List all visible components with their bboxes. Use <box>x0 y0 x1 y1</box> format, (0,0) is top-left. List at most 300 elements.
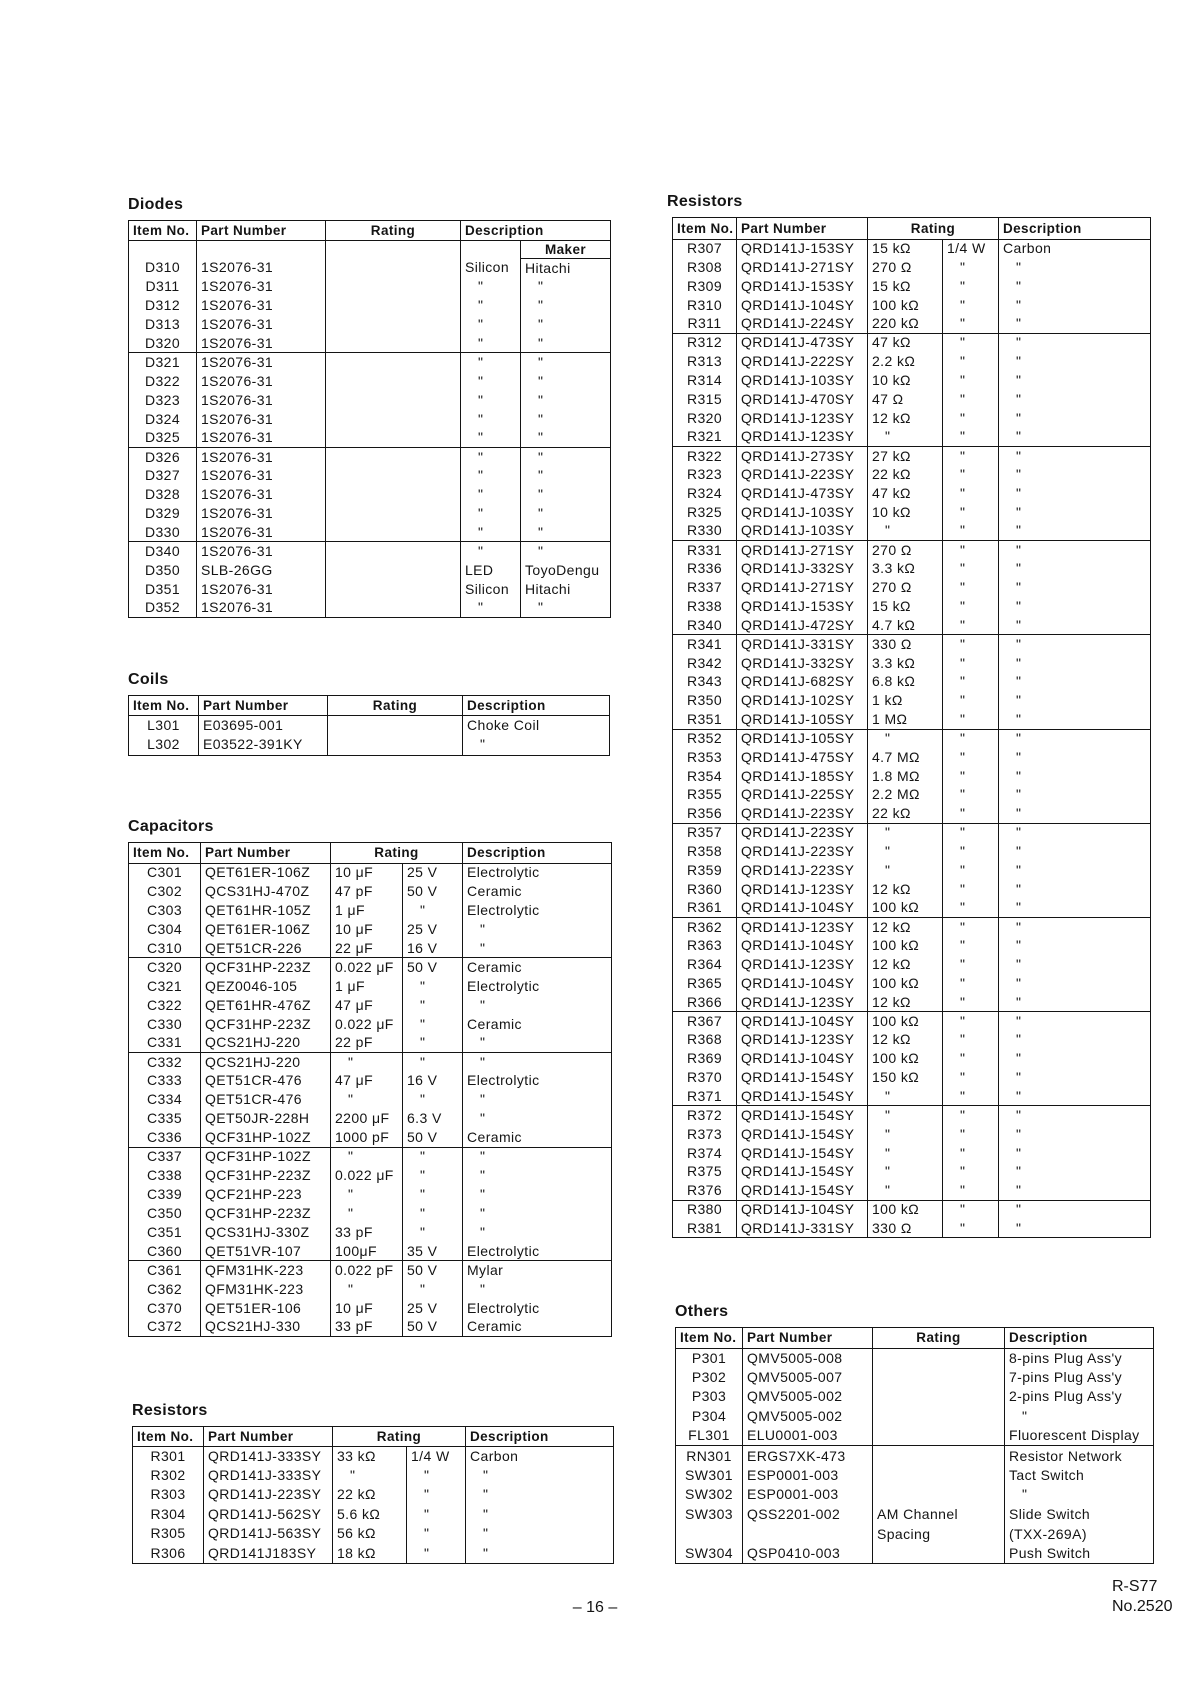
rating-cell <box>326 353 461 372</box>
item-no-cell: L301 <box>129 715 199 735</box>
item-no-cell: R331 <box>673 541 737 560</box>
rating-wattage-cell: " <box>943 541 999 560</box>
rating-wattage-cell: " <box>943 1087 999 1106</box>
rating-value-cell: 33 kΩ <box>333 1446 407 1466</box>
table-row <box>673 314 1151 333</box>
rating-voltage-cell: 50 V <box>403 1128 463 1147</box>
table-row <box>673 559 1151 578</box>
rating-voltage-cell: " <box>403 901 463 920</box>
rating-value-cell: 2200 μF <box>331 1109 403 1128</box>
description-header: Description <box>466 1427 614 1447</box>
rating-cell <box>326 485 461 504</box>
description-cell: " <box>466 1485 614 1505</box>
description-cell: " <box>999 804 1151 823</box>
resistors-left-section <box>132 1400 614 1564</box>
item-no-cell <box>676 1524 743 1544</box>
row-group <box>129 863 612 958</box>
rating-value-cell: 47 pF <box>331 882 403 901</box>
rating-value-cell: 100 kΩ <box>868 296 943 315</box>
rating-cell <box>873 1485 1005 1505</box>
part-number-cell: QCS21HJ-220 <box>201 1034 331 1053</box>
part-number-cell: QRD141J-104SY <box>737 974 868 993</box>
part-number-cell: QCS21HJ-220 <box>201 1052 331 1071</box>
part-number-cell: QRD141J-473SY <box>737 484 868 503</box>
table-row <box>129 429 611 448</box>
part-number-cell: 1S2076-31 <box>197 259 326 278</box>
part-number-cell: ESP0001-003 <box>743 1485 873 1505</box>
table-row <box>673 578 1151 597</box>
description-cell: " <box>461 485 521 504</box>
rating-cell <box>326 334 461 353</box>
part-number-cell: QRD141J-103SY <box>737 503 868 522</box>
item-no-cell: R372 <box>673 1106 737 1125</box>
rating-cell <box>873 1466 1005 1486</box>
table-row <box>129 1071 612 1090</box>
rating-cell: AM Channel <box>873 1505 1005 1525</box>
table-row <box>673 1087 1151 1106</box>
table-row <box>129 580 611 599</box>
description-cell: " <box>463 1280 612 1299</box>
description-cell: " <box>999 1031 1151 1050</box>
part-number-cell: QET51CR-476 <box>201 1090 331 1109</box>
part-number-cell: QRD141J-223SY <box>737 861 868 880</box>
table-row <box>133 1466 614 1486</box>
part-number-cell: QRD141J-153SY <box>737 239 868 258</box>
table-row <box>129 523 611 542</box>
part-number-cell: QFM31HK-223 <box>201 1280 331 1299</box>
item-no-cell: R338 <box>673 597 737 616</box>
item-no-cell: R306 <box>133 1544 204 1564</box>
item-no-cell: R369 <box>673 1049 737 1068</box>
row-group <box>673 1012 1151 1106</box>
description-cell: " <box>463 1185 612 1204</box>
row-group <box>673 635 1151 729</box>
table-row <box>129 277 611 296</box>
maker-cell: " <box>521 296 611 315</box>
rating-value-cell: 12 kΩ <box>868 917 943 936</box>
description-cell: Mylar <box>463 1261 612 1280</box>
part-number-cell: QRD141J-153SY <box>737 597 868 616</box>
rating-value-cell: 10 μF <box>331 863 403 882</box>
item-no-cell: R360 <box>673 880 737 899</box>
item-no-cell: C333 <box>129 1071 201 1090</box>
item-no-cell: R350 <box>673 691 737 710</box>
rating-cell <box>328 715 463 735</box>
table-row <box>129 1052 612 1071</box>
description-cell: Silicon <box>461 580 521 599</box>
rating-value-cell: 47 kΩ <box>868 484 943 503</box>
item-no-cell: R313 <box>673 352 737 371</box>
rating-wattage-cell: " <box>407 1466 466 1486</box>
table-row <box>673 1162 1151 1181</box>
rating-cell <box>873 1544 1005 1564</box>
table-row <box>673 917 1151 936</box>
rating-voltage-cell: 25 V <box>403 920 463 939</box>
description-cell: " <box>463 1034 612 1053</box>
rating-value-cell: " <box>868 1106 943 1125</box>
table-row <box>129 372 611 391</box>
part-number-cell: 1S2076-31 <box>197 542 326 561</box>
table-row <box>673 1200 1151 1219</box>
rating-voltage-cell: " <box>403 1034 463 1053</box>
description-cell: " <box>999 371 1151 390</box>
rating-value-cell: 12 kΩ <box>868 880 943 899</box>
rating-value-cell: 330 Ω <box>868 1219 943 1238</box>
table-row <box>673 409 1151 428</box>
rating-value-cell: " <box>868 842 943 861</box>
description-cell: " <box>461 372 521 391</box>
table-row <box>129 1109 612 1128</box>
part-number-cell: E03522-391KY <box>199 735 328 755</box>
rating-value-cell: 12 kΩ <box>868 1031 943 1050</box>
rating-value-cell: 12 kΩ <box>868 409 943 428</box>
row-group <box>129 447 611 541</box>
description-cell: Electrolytic <box>463 1242 612 1261</box>
table-row <box>129 1034 612 1053</box>
table-row <box>129 1261 612 1280</box>
description-cell: " <box>999 1144 1151 1163</box>
rating-value-cell: 330 Ω <box>868 635 943 654</box>
item-no-cell: C334 <box>129 1090 201 1109</box>
rating-value-cell: 3.3 kΩ <box>868 654 943 673</box>
item-no-cell: R315 <box>673 390 737 409</box>
rating-wattage-cell: " <box>943 1068 999 1087</box>
item-no-cell: P304 <box>676 1407 743 1427</box>
part-number-cell: QRD141J-104SY <box>737 899 868 918</box>
part-number-cell: QCF31HP-223Z <box>201 1204 331 1223</box>
rating-value-cell: 270 Ω <box>868 258 943 277</box>
item-no-header: Item No. <box>129 696 199 716</box>
rating-cell <box>873 1387 1005 1407</box>
row-group <box>673 917 1151 1011</box>
part-number-cell: QCF31HP-223Z <box>201 958 331 977</box>
item-no-cell: R376 <box>673 1181 737 1200</box>
table-row <box>133 1485 614 1505</box>
table-row <box>673 729 1151 748</box>
header-row <box>129 843 612 864</box>
table-row <box>129 1147 612 1166</box>
description-cell: " <box>999 484 1151 503</box>
part-number-cell: QRD141J-123SY <box>737 917 868 936</box>
description-header: Description <box>463 843 612 864</box>
rating-cell <box>326 447 461 466</box>
part-number-cell: ERGS7XK-473 <box>743 1446 873 1466</box>
rating-cell <box>326 561 461 580</box>
item-no-cell: C331 <box>129 1034 201 1053</box>
description-header: Description <box>999 218 1151 240</box>
rating-header: Rating <box>331 843 463 864</box>
table-row <box>673 239 1151 258</box>
part-number-cell: 1S2076-31 <box>197 504 326 523</box>
description-cell: " <box>999 1125 1151 1144</box>
table-row <box>673 1181 1151 1200</box>
resistors-left-table <box>132 1426 614 1564</box>
description-cell: " <box>461 353 521 372</box>
description-cell: " <box>999 616 1151 635</box>
description-cell: " <box>999 654 1151 673</box>
maker-cell: " <box>521 429 611 448</box>
part-number-cell: QRD141J-104SY <box>737 1012 868 1031</box>
item-no-cell: R364 <box>673 955 737 974</box>
description-cell: " <box>466 1466 614 1486</box>
item-no-cell: R314 <box>673 371 737 390</box>
item-no-cell: C335 <box>129 1109 201 1128</box>
table-row <box>676 1485 1154 1505</box>
description-cell: Ceramic <box>463 1318 612 1337</box>
description-cell: " <box>999 767 1151 786</box>
description-cell: " <box>461 429 521 448</box>
description-cell: " <box>999 729 1151 748</box>
table-row <box>673 616 1151 635</box>
rating-value-cell: 47 μF <box>331 1071 403 1090</box>
rating-value-cell: " <box>868 522 943 541</box>
description-cell: " <box>999 955 1151 974</box>
rating-voltage-cell: " <box>403 1280 463 1299</box>
part-number-cell: QET51CR-226 <box>201 939 331 958</box>
table-row <box>129 504 611 523</box>
maker-cell: " <box>521 466 611 485</box>
item-no-cell: R361 <box>673 899 737 918</box>
description-cell: Carbon <box>999 239 1151 258</box>
part-number-cell: QRD141J-473SY <box>737 333 868 352</box>
table-row <box>673 1049 1151 1068</box>
rating-wattage-cell: " <box>943 352 999 371</box>
rating-wattage-cell: " <box>943 1012 999 1031</box>
rating-voltage-cell: 50 V <box>403 958 463 977</box>
rating-cell <box>873 1446 1005 1466</box>
rating-value-cell: 1 MΩ <box>868 710 943 729</box>
rating-value-cell: 12 kΩ <box>868 993 943 1012</box>
maker-cell: " <box>521 599 611 618</box>
rating-header: Rating <box>873 1328 1005 1349</box>
item-no-cell: D340 <box>129 542 197 561</box>
part-number-cell: 1S2076-31 <box>197 353 326 372</box>
item-no-cell: R374 <box>673 1144 737 1163</box>
rating-voltage-cell: " <box>403 1204 463 1223</box>
others-table <box>675 1327 1154 1564</box>
description-cell: Silicon <box>461 259 521 278</box>
table-row <box>129 996 612 1015</box>
description-cell: Ceramic <box>463 882 612 901</box>
table-row <box>129 715 610 735</box>
rating-cell <box>326 315 461 334</box>
item-no-cell: SW304 <box>676 1544 743 1564</box>
part-number-cell: 1S2076-31 <box>197 580 326 599</box>
description-cell: " <box>999 880 1151 899</box>
rating-value-cell: 100 kΩ <box>868 974 943 993</box>
rating-wattage-cell: " <box>943 428 999 447</box>
part-number-cell: QCF31HP-102Z <box>201 1128 331 1147</box>
description-cell: " <box>461 315 521 334</box>
part-number-cell: QRD141J-153SY <box>737 277 868 296</box>
item-no-header: Item No. <box>129 221 197 241</box>
part-number-cell: QRD141J-104SY <box>737 1049 868 1068</box>
description-cell: " <box>999 277 1151 296</box>
maker-cell: " <box>521 391 611 410</box>
part-number-cell: QRD141J-331SY <box>737 1219 868 1238</box>
description-cell: " <box>999 936 1151 955</box>
table-row <box>129 1318 612 1337</box>
description-cell: (TXX-269A) <box>1005 1524 1154 1544</box>
row-group <box>133 1446 614 1563</box>
model-number: R-S77 <box>1112 1578 1158 1595</box>
item-no-cell: R325 <box>673 503 737 522</box>
description-cell: " <box>463 1090 612 1109</box>
description-cell: " <box>999 691 1151 710</box>
table-row <box>673 936 1151 955</box>
rating-value-cell: 15 kΩ <box>868 277 943 296</box>
item-no-cell: D327 <box>129 466 197 485</box>
rating-value-cell: 1 kΩ <box>868 691 943 710</box>
part-number-cell: 1S2076-31 <box>197 315 326 334</box>
item-no-cell: R322 <box>673 446 737 465</box>
rating-cell <box>326 372 461 391</box>
description-cell: Slide Switch <box>1005 1505 1154 1525</box>
description-cell: " <box>463 920 612 939</box>
row-group <box>129 1052 612 1147</box>
others-section <box>675 1301 1154 1564</box>
part-number-cell: QET51VR-107 <box>201 1242 331 1261</box>
part-number-cell: QRD141J-154SY <box>737 1087 868 1106</box>
rating-wattage-cell: " <box>943 503 999 522</box>
rating-wattage-cell: " <box>943 710 999 729</box>
rating-value-cell: 22 kΩ <box>868 465 943 484</box>
table-row <box>673 1068 1151 1087</box>
part-number-header: Part Number <box>199 696 328 716</box>
item-no-cell: R321 <box>673 428 737 447</box>
table-row <box>673 296 1151 315</box>
item-no-cell: C302 <box>129 882 201 901</box>
item-no-cell: R355 <box>673 786 737 805</box>
table-row <box>673 1031 1151 1050</box>
rating-wattage-cell: " <box>943 861 999 880</box>
rating-wattage-cell: " <box>943 955 999 974</box>
item-no-cell: FL301 <box>676 1426 743 1446</box>
rating-wattage-cell: " <box>943 767 999 786</box>
part-number-cell: QRD141J-105SY <box>737 729 868 748</box>
item-no-cell: C362 <box>129 1280 201 1299</box>
item-no-cell: R357 <box>673 823 737 842</box>
rating-value-cell: 0.022 μF <box>331 1166 403 1185</box>
rating-cell <box>326 466 461 485</box>
part-number-cell: QRD141J-475SY <box>737 748 868 767</box>
description-cell: Choke Coil <box>463 715 610 735</box>
part-number-cell: QRD141J183SY <box>204 1544 333 1564</box>
part-number-cell: QRD141J-154SY <box>737 1181 868 1200</box>
item-no-cell: R375 <box>673 1162 737 1181</box>
table-row <box>673 1144 1151 1163</box>
table-row <box>129 958 612 977</box>
rating-wattage-cell: " <box>943 1125 999 1144</box>
table-row <box>129 1242 612 1261</box>
table-row <box>129 542 611 561</box>
diodes-section <box>128 194 611 618</box>
item-no-cell: C321 <box>129 977 201 996</box>
rating-header: Rating <box>328 696 463 716</box>
part-number-header: Part Number <box>201 843 331 864</box>
part-number-cell: QCS31HJ-470Z <box>201 882 331 901</box>
rating-wattage-cell: " <box>407 1524 466 1544</box>
header-row <box>129 221 611 241</box>
table-row <box>133 1446 614 1466</box>
part-number-cell: 1S2076-31 <box>197 334 326 353</box>
header-row <box>129 696 610 716</box>
rating-value-cell: 1 μF <box>331 977 403 996</box>
item-no-cell: D329 <box>129 504 197 523</box>
maker-cell: ToyoDengu <box>521 561 611 580</box>
part-number-cell: QET61ER-106Z <box>201 863 331 882</box>
item-no-cell: R354 <box>673 767 737 786</box>
table-row <box>673 767 1151 786</box>
description-cell: " <box>463 1204 612 1223</box>
part-number-cell: 1S2076-31 <box>197 410 326 429</box>
description-cell: " <box>999 786 1151 805</box>
part-number-cell: QET61HR-105Z <box>201 901 331 920</box>
part-number-cell: QRD141J-154SY <box>737 1068 868 1087</box>
description-cell: " <box>463 939 612 958</box>
part-number-cell: QRD141J-223SY <box>737 804 868 823</box>
rating-value-cell: 270 Ω <box>868 578 943 597</box>
description-cell: " <box>999 541 1151 560</box>
table-row <box>673 258 1151 277</box>
rating-wattage-cell: " <box>943 258 999 277</box>
item-no-cell: R381 <box>673 1219 737 1238</box>
part-number-cell: QRD141J-333SY <box>204 1466 333 1486</box>
item-no-cell: D322 <box>129 372 197 391</box>
capacitors-section <box>128 816 612 1337</box>
rating-voltage-cell: 16 V <box>403 1071 463 1090</box>
row-group <box>129 259 611 353</box>
item-no-cell: R367 <box>673 1012 737 1031</box>
table-row <box>129 1204 612 1223</box>
table-row <box>129 447 611 466</box>
part-number-cell: QFM31HK-223 <box>201 1261 331 1280</box>
rating-value-cell: " <box>331 1147 403 1166</box>
coils-section <box>128 669 610 756</box>
item-no-cell: C350 <box>129 1204 201 1223</box>
item-no-cell: R303 <box>133 1485 204 1505</box>
part-number-cell: QRD141J-103SY <box>737 522 868 541</box>
item-no-cell: R309 <box>673 277 737 296</box>
row-group <box>673 541 1151 635</box>
item-no-cell: R330 <box>673 522 737 541</box>
item-no-cell: P303 <box>676 1387 743 1407</box>
rating-wattage-cell: " <box>943 635 999 654</box>
table-row <box>676 1446 1154 1466</box>
part-number-cell: QRD141J-332SY <box>737 654 868 673</box>
subheader-cell <box>461 240 521 259</box>
table-row <box>129 882 612 901</box>
item-no-cell: R305 <box>133 1524 204 1544</box>
item-no-cell: L302 <box>129 735 199 755</box>
description-cell: " <box>466 1544 614 1564</box>
part-number-cell: QRD141J-223SY <box>737 842 868 861</box>
table-row <box>129 561 611 580</box>
table-row <box>673 710 1151 729</box>
part-number-cell: QRD141J-123SY <box>737 409 868 428</box>
table-row <box>129 977 612 996</box>
item-no-cell: SW302 <box>676 1485 743 1505</box>
description-cell: " <box>463 1223 612 1242</box>
rating-value-cell: 5.6 kΩ <box>333 1505 407 1525</box>
rating-voltage-cell: 25 V <box>403 863 463 882</box>
rating-wattage-cell: " <box>943 296 999 315</box>
item-no-cell: P302 <box>676 1368 743 1388</box>
part-number-header: Part Number <box>197 221 326 241</box>
rating-wattage-cell: " <box>943 823 999 842</box>
subheader-row <box>129 240 611 259</box>
table-header <box>676 1328 1154 1349</box>
